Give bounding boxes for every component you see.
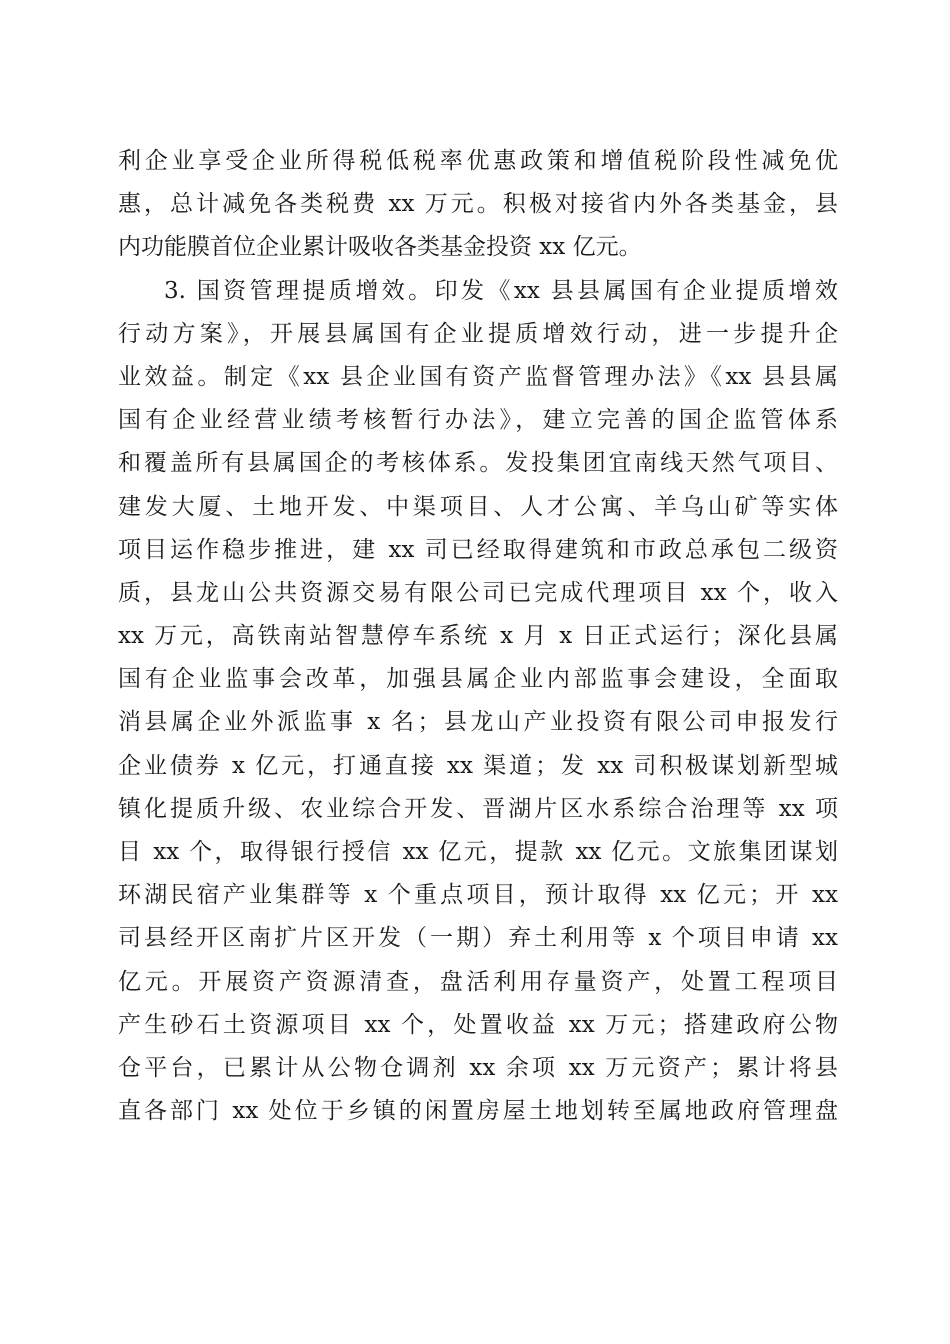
text-line: 国有企业监事会改革，加强县属企业内部监事会建设，全面取 bbox=[118, 666, 838, 693]
text-line: 企业债券 x 亿元，打通直接 xx 渠道；发 xx 司积极谋划新型城 bbox=[118, 752, 838, 779]
text-line: 目 xx 个，取得银行授信 xx 亿元，提款 xx 亿元。文旅集团谋划 bbox=[118, 839, 838, 865]
text-line: 惠，总计减免各类税费 xx 万元。积极对接省内外各类基金，县 bbox=[118, 191, 838, 218]
text-line: 项目运作稳步推进，建 xx 司已经取得建筑和市政总承包二级资 bbox=[118, 536, 838, 563]
text-line: 和覆盖所有县属国企的考核体系。发投集团宜南线天然气项目、 bbox=[118, 450, 838, 477]
text-line: 行动方案》，开展县属国有企业提质增效行动，进一步提升企 bbox=[118, 320, 838, 347]
text-line: 利企业享受企业所得税低税率优惠政策和增值税阶段性减免优 bbox=[118, 148, 838, 174]
text-line: 亿元。开展资产资源清查，盘活利用存量资产，处置工程项目 bbox=[118, 968, 838, 995]
text-line: xx 万元，高铁南站智慧停车系统 x 月 x 日正式运行；深化县属 bbox=[118, 623, 838, 650]
text-line: 内功能膜首位企业累计吸收各类基金投资 xx 亿元。 bbox=[118, 234, 642, 261]
text-line: 司县经开区南扩片区开发（一期）弃土利用等 x 个项目申请 xx bbox=[118, 925, 838, 952]
text-line: 镇化提质升级、农业综合开发、晋湖片区水系综合治理等 xx 项 bbox=[118, 795, 838, 822]
section-heading-line: 3. 国资管理提质增效。印发《xx 县县属国有企业提质增效 bbox=[164, 277, 838, 304]
text-line: 产生砂石土资源项目 xx 个，处置收益 xx 万元；搭建政府公物 bbox=[118, 1011, 838, 1038]
text-line: 消县属企业外派监事 x 名；县龙山产业投资有限公司申报发行 bbox=[118, 709, 838, 736]
text-line: 业效益。制定《xx 县企业国有资产监督管理办法》《xx 县县属 bbox=[118, 363, 838, 390]
text-line: 建发大厦、土地开发、中渠项目、人才公寓、羊乌山矿等实体 bbox=[118, 493, 838, 520]
text-line: 环湖民宿产业集群等 x 个重点项目，预计取得 xx 亿元；开 xx bbox=[118, 882, 838, 909]
text-line: 仓平台，已累计从公物仓调剂 xx 余项 xx 万元资产；累计将县 bbox=[118, 1054, 838, 1081]
body-text bbox=[118, 140, 838, 1133]
text-line: 国有企业经营业绩考核暂行办法》，建立完善的国企监管体系 bbox=[118, 407, 838, 434]
text-line: 直各部门 xx 处位于乡镇的闲置房屋土地划转至属地政府管理盘 bbox=[118, 1098, 838, 1125]
text-line: 质，县龙山公共资源交易有限公司已完成代理项目 xx 个，收入 bbox=[118, 579, 838, 606]
